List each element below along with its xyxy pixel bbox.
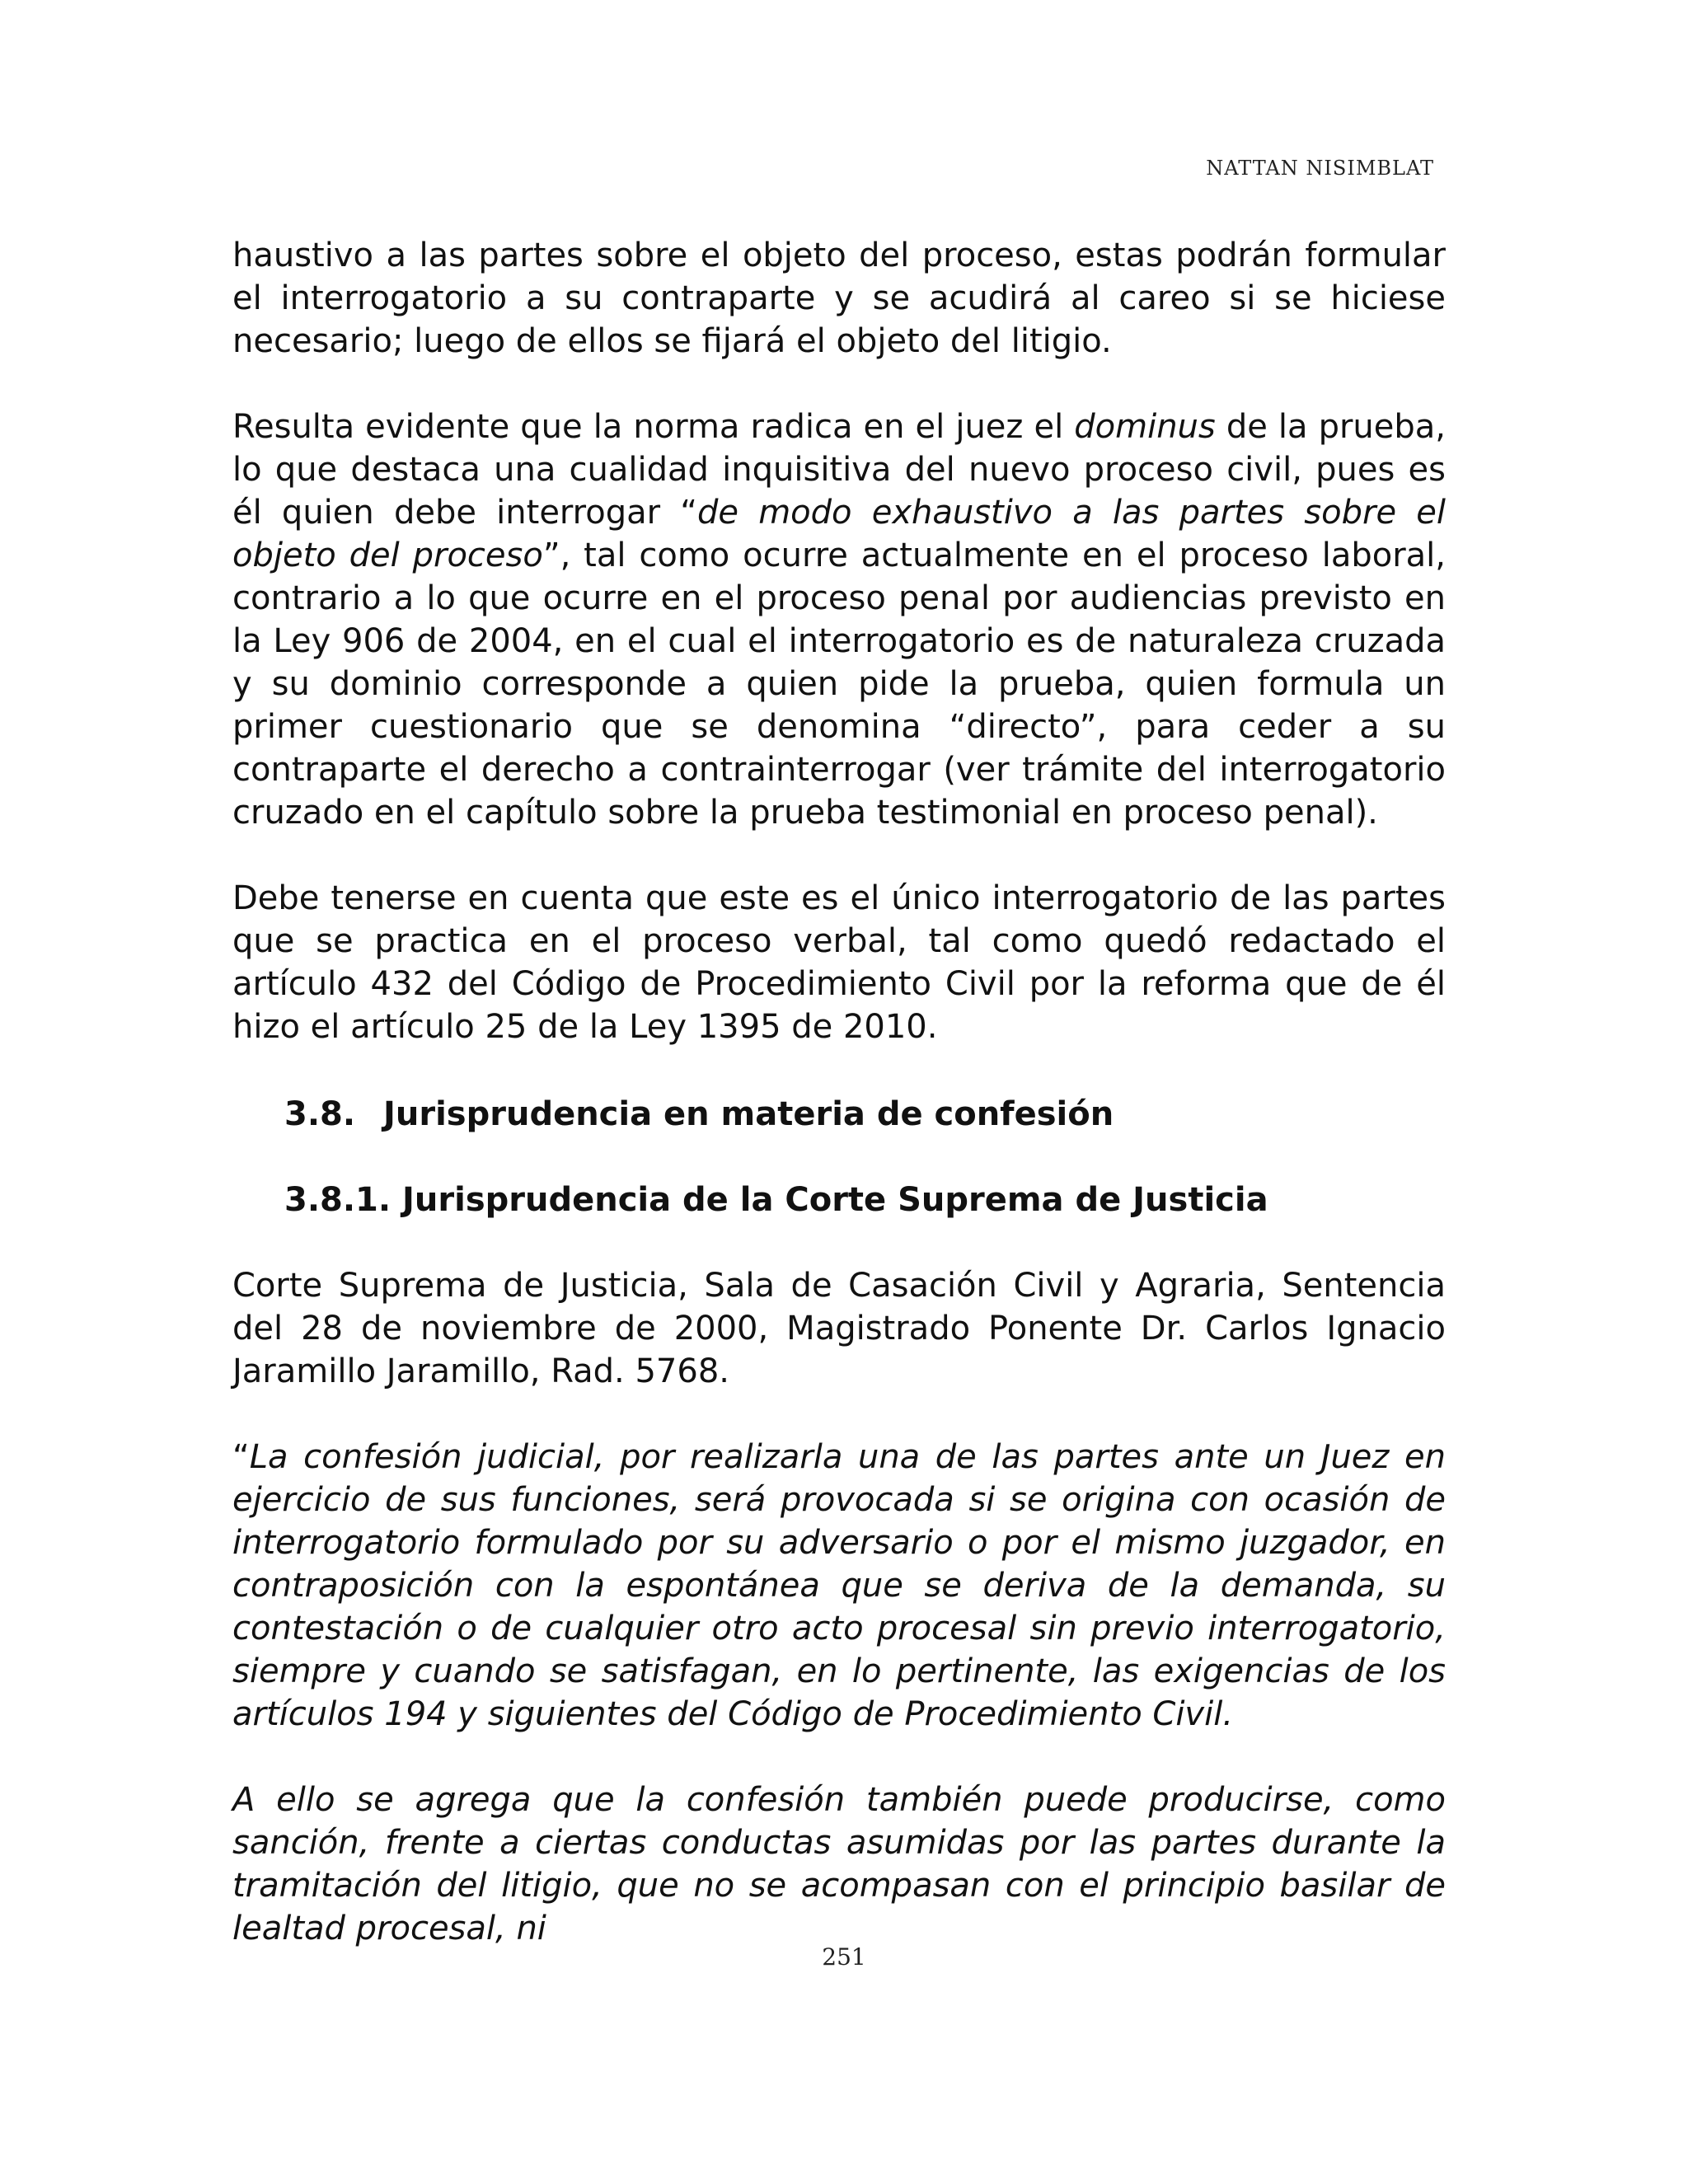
subsection-number: 3.8.1. — [284, 1181, 392, 1219]
paragraph-dominus-text-b: de la prueba, lo que destaca una cualidad inquisitiva del nuevo proceso civil, pues es él quien debe interrogar “ — [232, 408, 1446, 532]
quote-paragraph-sanction: A ello se agrega que la confesión también puede producirse, como sanción, frente a ciertas conductas asumidas por las partes durante la tramitación del litigio, que no se acompasan con el principio basilar de lealtad procesal, ni — [232, 1781, 1446, 1947]
paragraph-dominus-text-c: ”, tal como ocurre actualmente en el proceso laboral, contrario a lo que ocurre en el proceso penal por audiencias previsto en la Ley 906 de 2004, en el cual el interrogatorio es de naturaleza cruzada y su dominio corresponde a quien pide la prueba, quien formula un primer cuestionario que se denomina “directo”, para ceder a su contraparte el derecho a contrainterrogar (ver trámite del interrogatorio cruzado en el capítulo sobre la prueba testimonial en proceso penal). — [232, 537, 1446, 832]
page-number: 251 — [822, 1943, 866, 1971]
paragraph-dominus-italic-term: dominus — [1074, 408, 1216, 446]
paragraph-citation: Corte Suprema de Justicia, Sala de Casación Civil y Agraria, Sentencia del 28 de noviembre de 2000, Magistrado Ponente Dr. Carlos Ignacio Jaramillo Jaramillo, Rad. 5768. — [232, 1267, 1446, 1390]
paragraph-dominus — [232, 405, 1446, 834]
paragraph-dominus-text-a: Resulta evidente que la norma radica en el juez el — [232, 408, 1075, 446]
subsection-heading-3-8-1 — [284, 1179, 1438, 1221]
paragraph-intro: haustivo a las partes sobre el objeto del proceso, estas podrán formular el interrogatorio a su contraparte y se acudirá al careo si se hiciese necesario; luego de ellos se fijará el objeto del litigio. — [232, 237, 1446, 360]
section-number: 3.8. — [284, 1095, 356, 1133]
section-title: Jurisprudencia en materia de confesión — [383, 1095, 1114, 1133]
subsection-title: Jurisprudencia de la Corte Suprema de Justicia — [402, 1181, 1268, 1219]
quote-paragraph-confession — [232, 1436, 1446, 1736]
quote-text: La confesión judicial, por realizarla una de las partes ante un Juez en ejercicio de sus funciones, será provocada si se origina con ocasión de interrogatorio formulado por su adversario o por el mismo juzgador, en contraposición con la espontánea que se deriva de la demanda, su contestación o de cualquier otro acto procesal sin previo interrogatorio, siempre y cuando se satisfagan, en lo pertinente, las exigencias de los artículos 194 y siguientes del Código de Procedimiento Civil. — [232, 1438, 1446, 1733]
paragraph-verbal-process: Debe tenerse en cuenta que este es el único interrogatorio de las partes que se practica en el proceso verbal, tal como quedó redactado el artículo 432 del Código de Procedimiento Civil por la reforma que de él hizo el artículo 25 de la Ley 1395 de 2010. — [232, 879, 1446, 1046]
running-header-author: NATTAN NISIMBLAT — [1206, 157, 1434, 180]
opening-quote-mark: “ — [232, 1438, 250, 1476]
section-heading-3-8 — [284, 1093, 1438, 1136]
paragraph-dominus-italic-quote: de modo exhaustivo a las partes sobre el objeto del proceso — [232, 494, 1446, 574]
